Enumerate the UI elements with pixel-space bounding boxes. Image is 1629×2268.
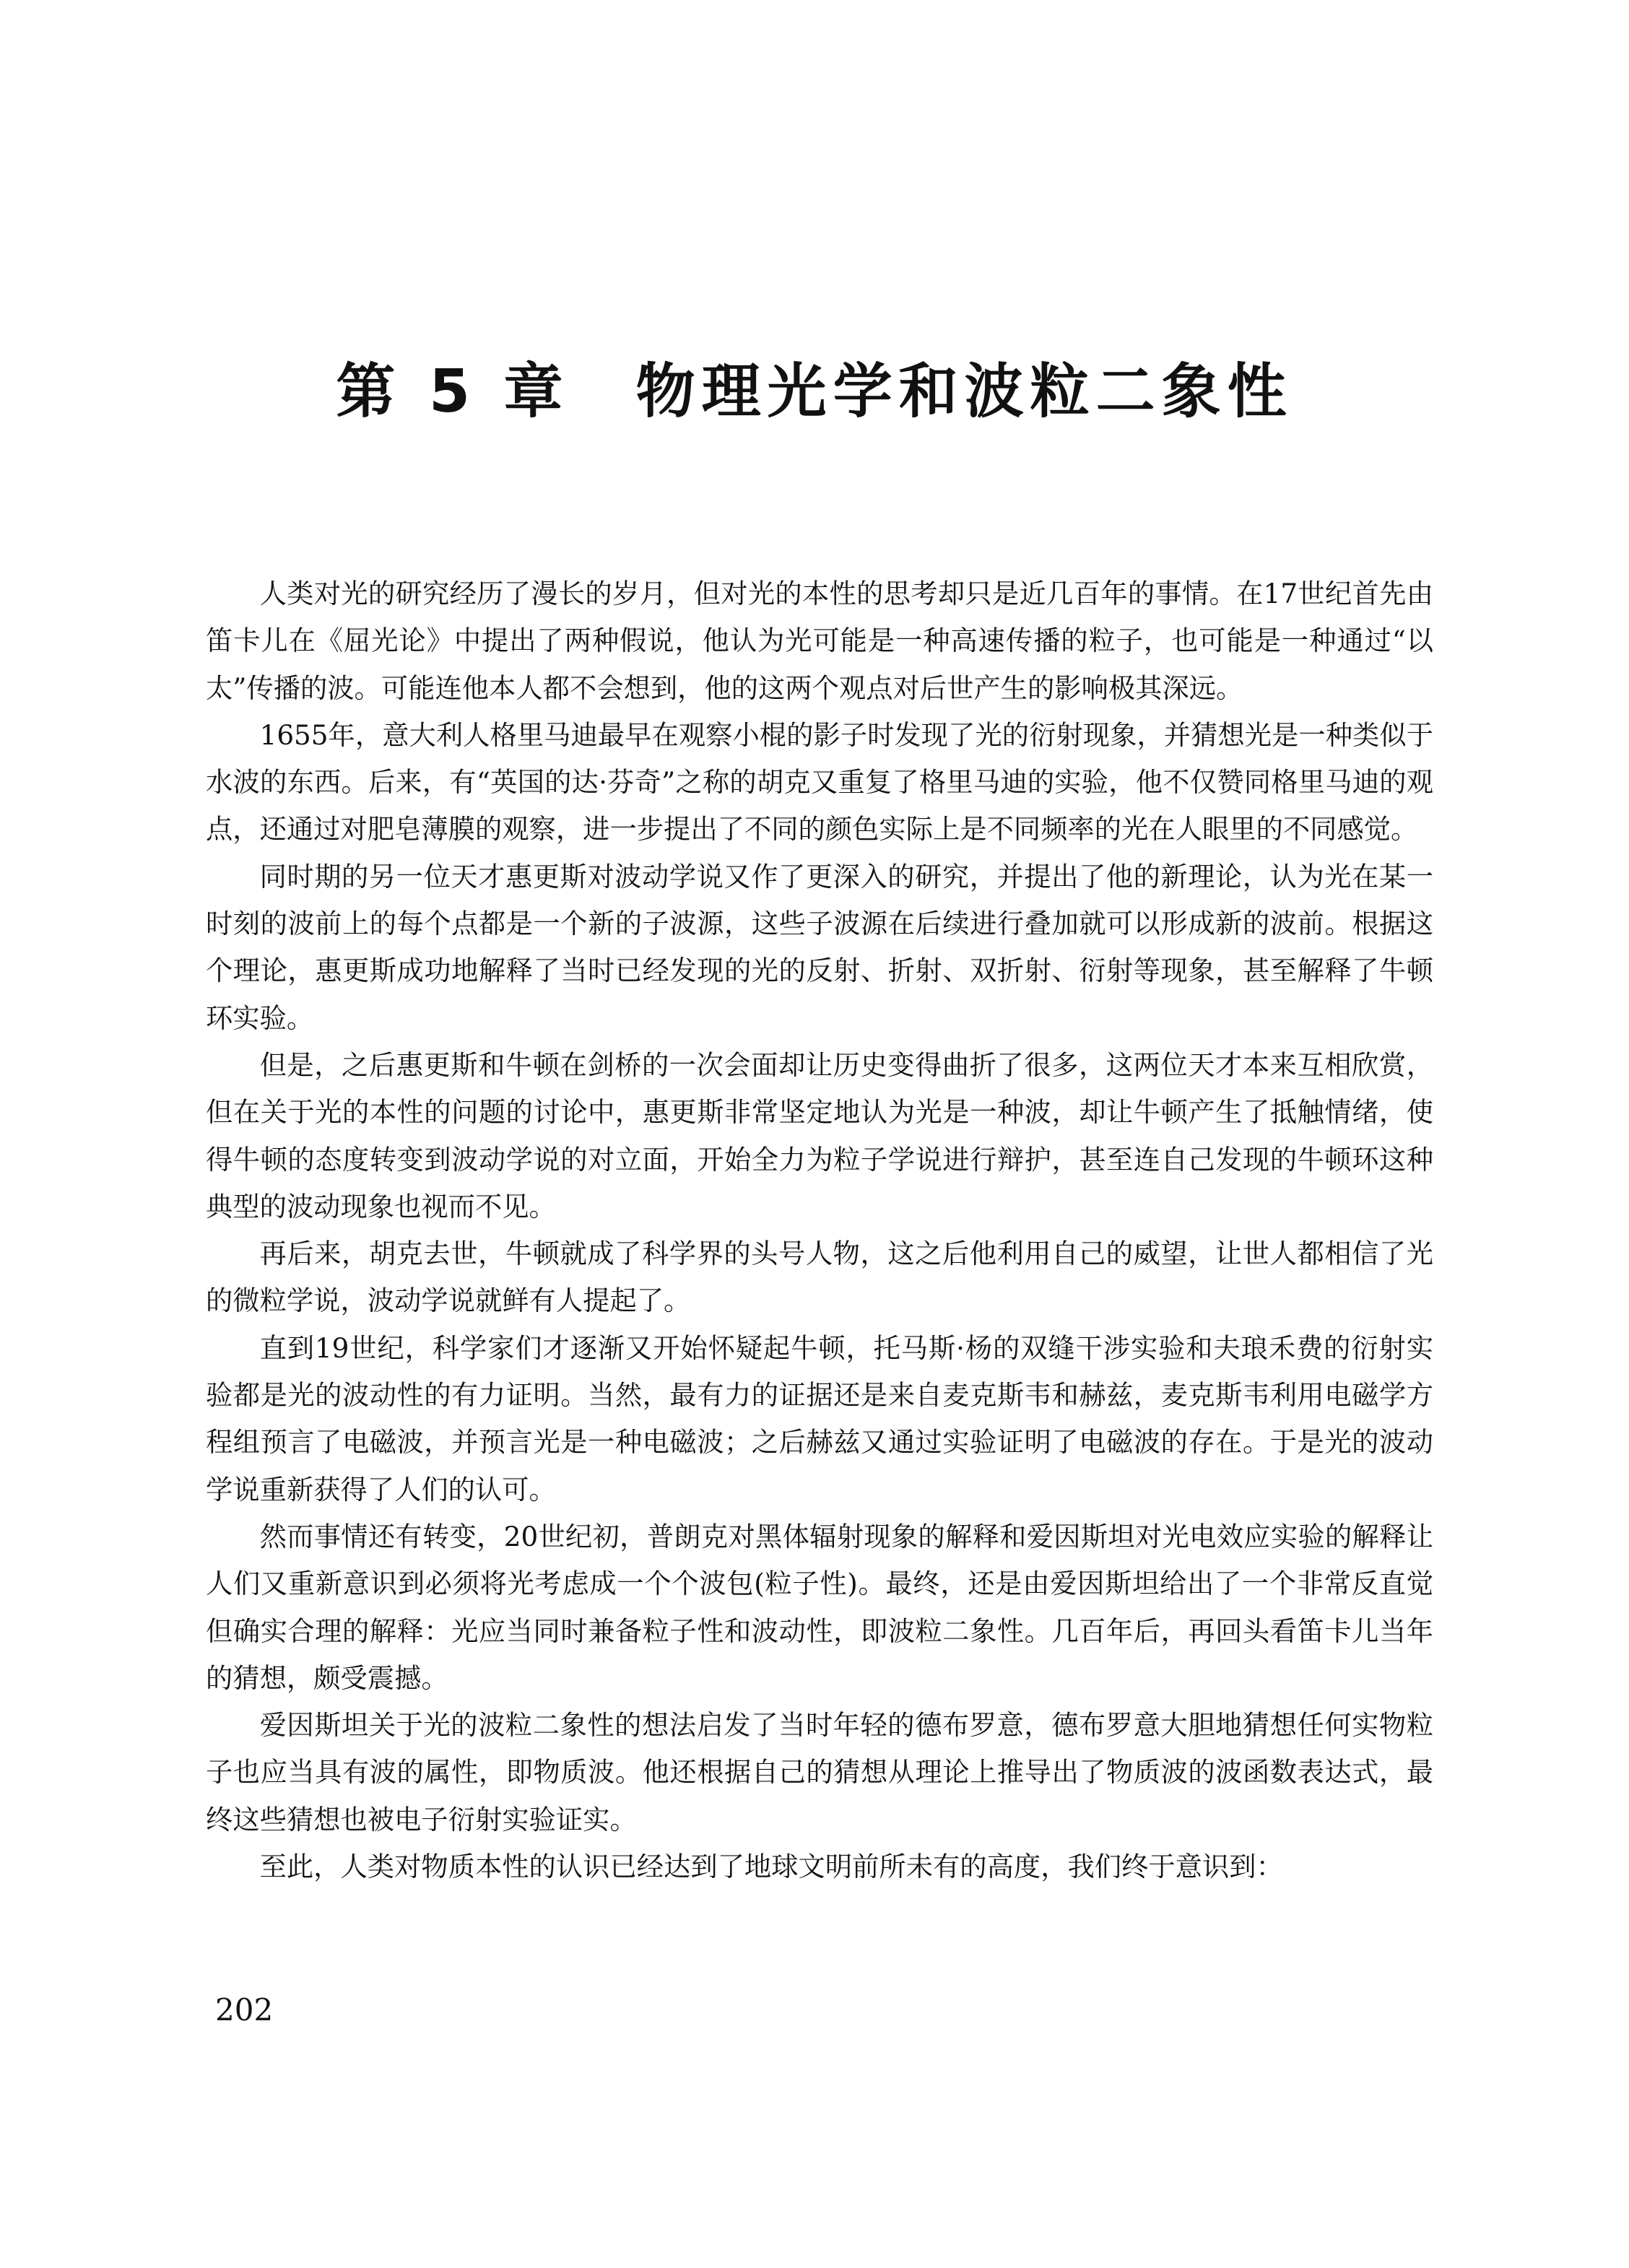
chapter-title: 物理光学和波粒二象性 <box>635 357 1293 426</box>
chapter-heading <box>0 352 1629 432</box>
paragraph: 但是，之后惠更斯和牛顿在剑桥的一次会面却让历史变得曲折了很多，这两位天才本来互相欣赏，但在关于光的本性的问题的讨论中，惠更斯非常坚定地认为光是一种波，却让牛顿产生了抵触情绪，使得牛顿的态度转变到波动学说的对立面，开始全力为粒子学说进行辩护，甚至连自己发现的牛顿环这种典型的波动现象也视而不见。 <box>206 1048 1433 1222</box>
paragraph: 同时期的另一位天才惠更斯对波动学说又作了更深入的研究，并提出了他的新理论，认为光在某一时刻的波前上的每个点都是一个新的子波源，这些子波源在后续进行叠加就可以形成新的波前。根据这个理论，惠更斯成功地解释了当时已经发现的光的反射、折射、双折射、衍射等现象，甚至解释了牛顿环实验。 <box>206 860 1433 1034</box>
paragraph: 直到19世纪，科学家们才逐渐又开始怀疑起牛顿，托马斯·杨的双缝干涉实验和夫琅禾费的衍射实验都是光的波动性的有力证明。当然，最有力的证据还是来自麦克斯韦和赫兹，麦克斯韦利用电磁学方程组预言了电磁波，并预言光是一种电磁波；之后赫兹又通过实验证明了电磁波的存在。于是光的波动学说重新获得了人们的认可。 <box>206 1331 1433 1506</box>
paragraph: 至此，人类对物质本性的认识已经达到了地球文明前所未有的高度，我们终于意识到： <box>259 1851 1283 1883</box>
paragraph: 1655年，意大利人格里马迪最早在观察小棍的影子时发现了光的衍射现象，并猜想光是一种类似于水波的东西。后来，有“英国的达·芬奇”之称的胡克又重复了格里马迪的实验，他不仅赞同格里马迪的观点，还通过对肥皂薄膜的观察，进一步提出了不同的颜色实际上是不同频率的光在人眼里的不同感觉。 <box>206 718 1433 846</box>
body-text <box>206 570 1433 1890</box>
paragraph: 然而事情还有转变，20世纪初，普朗克对黑体辐射现象的解释和爱因斯坦对光电效应实验的解释让人们又重新意识到必须将光考虑成一个个波包(粒子性)。最终，还是由爱因斯坦给出了一个非常反直觉但确实合理的解释：光应当同时兼备粒子性和波动性，即波粒二象性。几百年后，再回头看笛卡儿当年的猜想，颇受震撼。 <box>206 1520 1433 1694</box>
paragraph: 人类对光的研究经历了漫长的岁月，但对光的本性的思考却只是近几百年的事情。在17世纪首先由笛卡儿在《屈光论》中提出了两种假说，他认为光可能是一种高速传播的粒子，也可能是一种通过“以太”传播的波。可能连他本人都不会想到，他的这两个观点对后世产生的影响极其深远。 <box>206 578 1433 704</box>
page-number: 202 <box>215 1992 274 2028</box>
paragraph: 爱因斯坦关于光的波粒二象性的想法启发了当时年轻的德布罗意，德布罗意大胆地猜想任何实物粒子也应当具有波的属性，即物质波。他还根据自己的猜想从理论上推导出了物质波的波函数表达式，最终这些猜想也被电子衍射实验证实。 <box>206 1709 1433 1835</box>
chapter-number: 第 5 章 <box>336 357 570 426</box>
paragraph: 再后来，胡克去世，牛顿就成了科学界的头号人物，这之后他利用自己的威望，让世人都相信了光的微粒学说，波动学说就鲜有人提起了。 <box>206 1238 1433 1317</box>
